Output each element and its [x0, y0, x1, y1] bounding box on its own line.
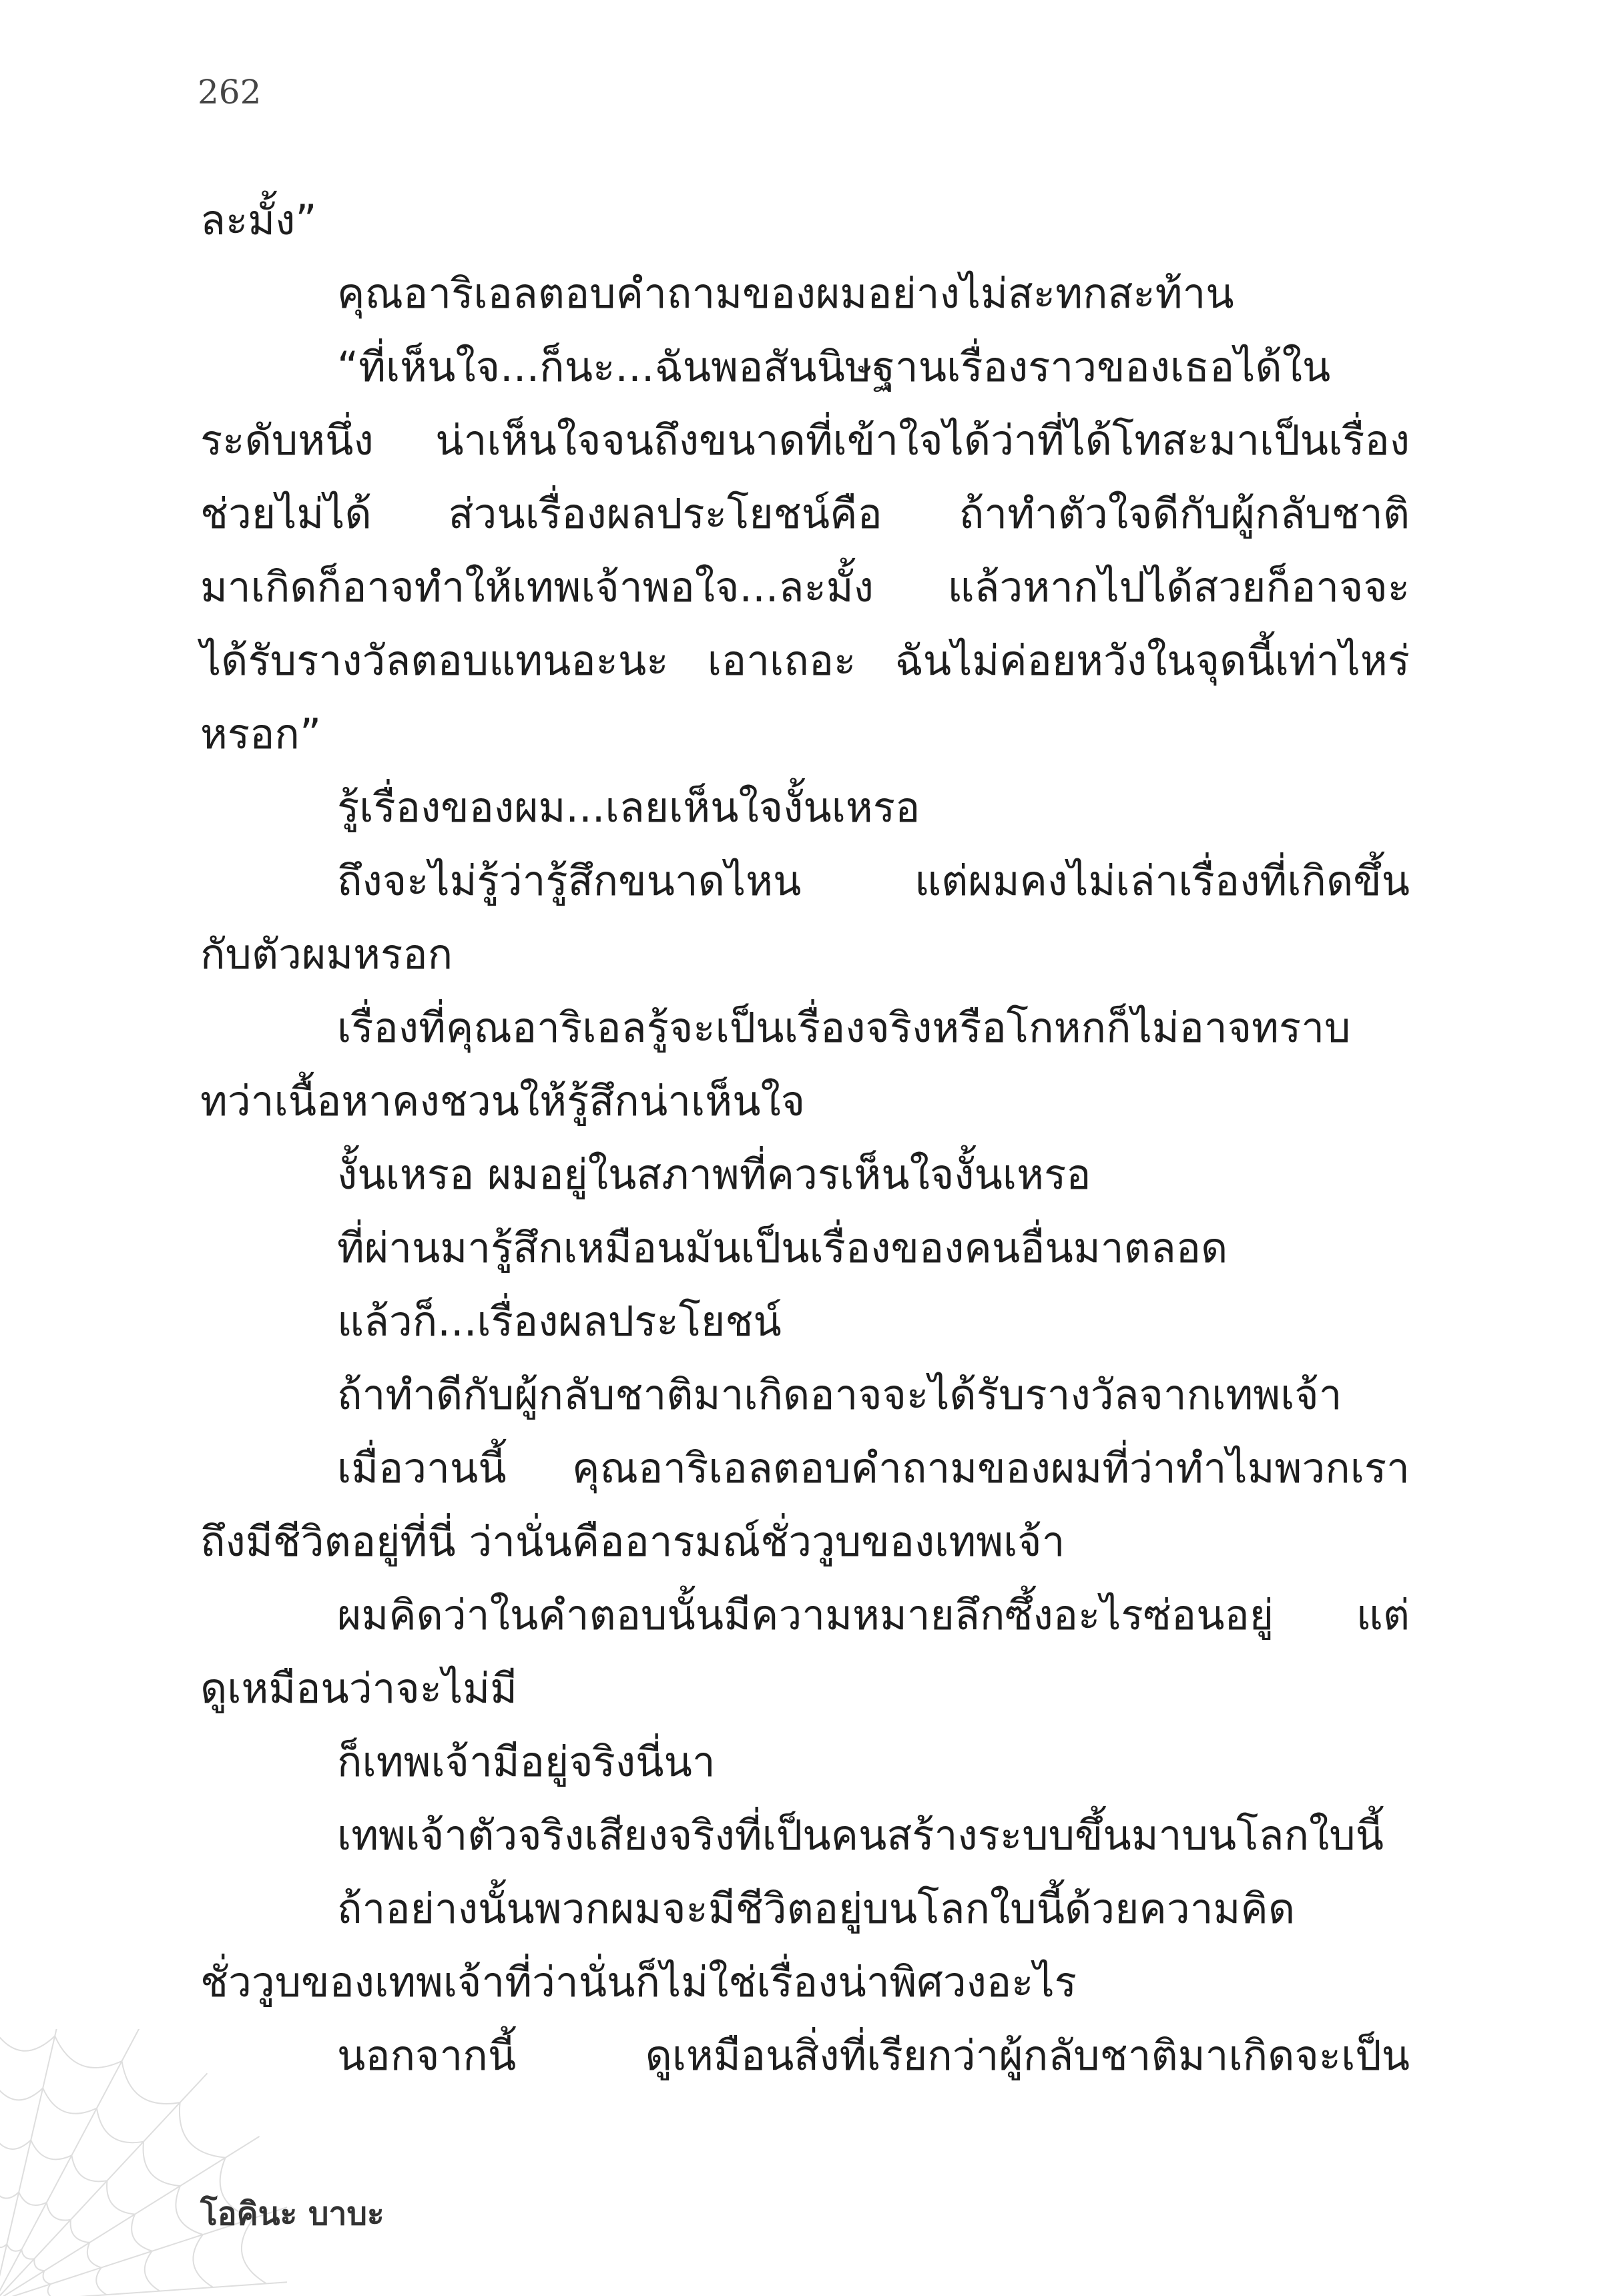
text-line: ดูเหมือนว่าจะไม่มี — [200, 1664, 517, 1713]
text-line: ถ้าทำดีกับผู้กลับชาติมาเกิดอาจจะได้รับรางวัลจากเทพเจ้า — [337, 1370, 1342, 1419]
text-line: ถึงจะไม่รู้ว่ารู้สึกขนาดไหน แต่ผมคงไม่เล่าเรื่องที่เกิดขึ้น — [337, 856, 1410, 905]
text-line: เทพเจ้าตัวจริงเสียงจริงที่เป็นคนสร้างระบบขึ้นมาบนโลกใบนี้ — [337, 1811, 1384, 1859]
text-line: ชั่ววูบของเทพเจ้าที่ว่านั่นก็ไม่ใช่เรื่องน่าพิศวงอะไร — [200, 1958, 1077, 2006]
text-line: รู้เรื่องของผม...เลยเห็นใจงั้นเหรอ — [337, 783, 920, 832]
text-line: ทว่าเนื้อหาคงชวนให้รู้สึกน่าเห็นใจ — [200, 1077, 806, 1125]
text-line: ถ้าอย่างนั้นพวกผมจะมีชีวิตอยู่บนโลกใบนี้ด้วยความคิด — [337, 1884, 1296, 1933]
text-line: เมื่อวานนี้ คุณอาริเอลตอบคำถามของผมที่ว่าทำไมพวกเรา — [337, 1444, 1410, 1492]
text-line: มาเกิดก็อาจทำให้เทพเจ้าพอใจ...ละมั้ง แล้วหากไปได้สวยก็อาจจะ — [200, 563, 1410, 611]
page-number: 262 — [198, 73, 262, 111]
text-line: “ที่เห็นใจ...ก็นะ...ฉันพอสันนิษฐานเรื่องราวของเธอได้ใน — [337, 342, 1331, 391]
text-line: คุณอาริเอลตอบคำถามของผมอย่างไม่สะทกสะท้าน — [337, 269, 1234, 318]
text-line: ถึงมีชีวิตอยู่ที่นี่ ว่านั่นคืออารมณ์ชั่ววูบของเทพเจ้า — [200, 1517, 1065, 1566]
text-line: แล้วก็...เรื่องผลประโยชน์ — [337, 1297, 782, 1346]
text-line: ก็เทพเจ้ามีอยู่จริงนี่นา — [337, 1737, 716, 1786]
text-line: กับตัวผมหรอก — [200, 930, 453, 978]
text-line: ระดับหนึ่ง น่าเห็นใจจนถึงขนาดที่เข้าใจได้ว่าที่ได้โทสะมาเป็นเรื่อง — [200, 416, 1410, 465]
text-line: ผมคิดว่าในคำตอบนั้นมีความหมายลึกซึ้งอะไรซ่อนอยู่ แต่ — [337, 1591, 1410, 1639]
text-line: ช่วยไม่ได้ ส่วนเรื่องผลประโยชน์คือ ถ้าทำตัวใจดีกับผู้กลับชาติ — [200, 489, 1410, 538]
footer-author-name: โอคินะ บาบะ — [200, 2195, 384, 2233]
text-line: เรื่องที่คุณอาริเอลรู้จะเป็นเรื่องจริงหรือโกหกก็ไม่อาจทราบ — [337, 1003, 1351, 1052]
text-line: งั้นเหรอ ผมอยู่ในสภาพที่ควรเห็นใจงั้นเหรอ — [337, 1150, 1091, 1199]
text-line: ละมั้ง” — [200, 196, 317, 244]
text-line: ได้รับรางวัลตอบแทนอะนะ เอาเถอะ ฉันไม่ค่อยหวังในจุดนี้เท่าไหร่ — [200, 636, 1410, 685]
text-line: นอกจากนี้ ดูเหมือนสิ่งที่เรียกว่าผู้กลับชาติมาเกิดจะเป็น — [337, 2031, 1410, 2080]
body-text — [200, 184, 1410, 2092]
text-line: ที่ผ่านมารู้สึกเหมือนมันเป็นเรื่องของคนอื่นมาตลอด — [337, 1223, 1228, 1272]
text-line: หรอก” — [200, 709, 322, 758]
